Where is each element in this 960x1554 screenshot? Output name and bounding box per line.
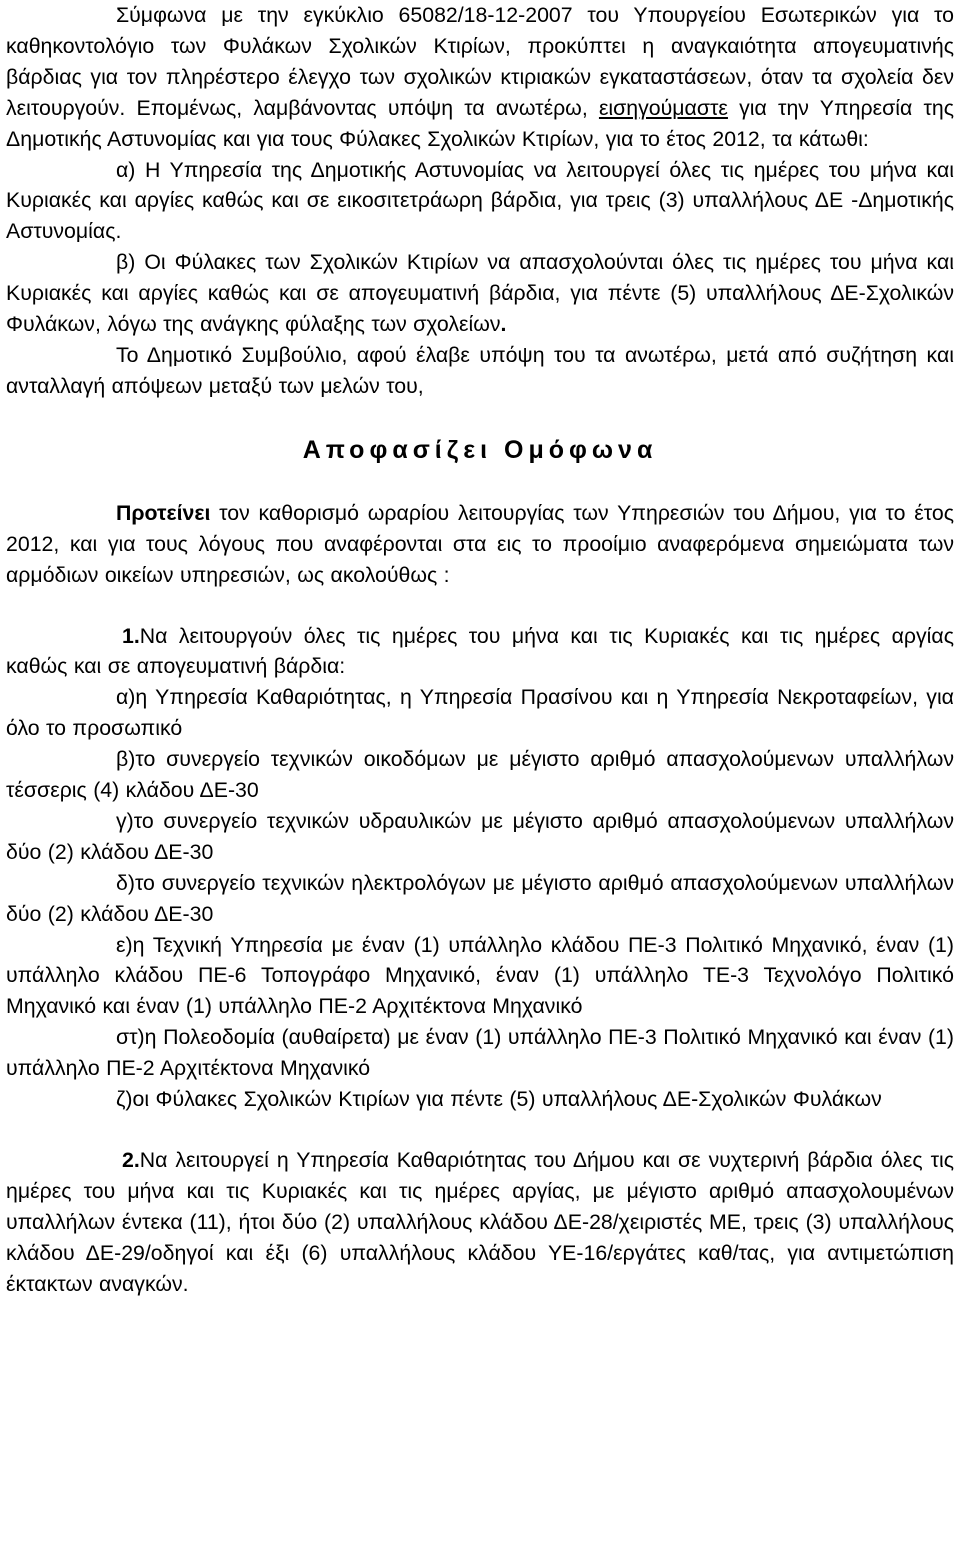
list-item: στ)η Πολεοδομία (αυθαίρετα) με έναν (1) υπάλληλο ΠΕ-3 Πολιτικό Μηχανικό και έναν (1) υπάλληλο ΠΕ-2 Αρχιτέκτονα Μηχανικό bbox=[6, 1025, 954, 1081]
section1-paragraph bbox=[6, 621, 954, 683]
council-text: Το Δημοτικό Συμβούλιο, αφού έλαβε υπόψη του τα ανωτέρω, μετά από συζήτηση και ανταλλαγή απόψεων μεταξύ των μελών του, bbox=[6, 342, 954, 398]
item-a-paragraph bbox=[6, 155, 954, 248]
list-item: ε)η Τεχνική Υπηρεσία με έναν (1) υπάλληλο κλάδου ΠΕ-3 Πολιτικό Μηχανικό, έναν (1) υπάλληλο κλάδου ΠΕ-6 Τοπογράφο Μηχανικό, έναν (1) υπάλληλο ΤΕ-3 Τεχνολόγο Πολιτικό Μηχανικό και έναν (1) υπάλληλο ΠΕ-2 Αρχιτέκτονα Μηχανικό bbox=[6, 932, 954, 1019]
section2-text: Να λειτουργεί η Υπηρεσία Καθαριότητας του Δήμου και σε νυχτερινή βάρδια όλες τις ημέρες του μήνα και τις Κυριακές και τις ημέρες αργίας, με μέγιστο αριθμό απασχολουμένων υπαλλήλων έντεκα (11), ήτοι δύο (2) υπαλλήλους κλάδου ΔΕ-28/χειριστές ΜΕ, τρεις (3) υπαλλήλους κλάδου ΔΕ-29/οδηγοί και έξι (6) υπαλλήλους κλάδου ΥΕ-16/εργάτες καθ/τας, για αντιμετώπιση έκτακτων αναγκών. bbox=[6, 1148, 954, 1296]
item-b-paragraph bbox=[6, 247, 954, 340]
intro-text: Σύμφωνα με την εγκύκλιο 65082/18-12-2007 του Υπουργείου Εσωτερικών για το καθηκοντολόγιο των Φυλάκων Σχολικών Κτιρίων, προκύπτει η αναγκαιότητα απογευματινής βάρδιας για τον πληρέστερο έλεγχο των σχολικών κτιριακών εγκαταστάσεων, όταν τα σχολεία δεν λειτουργούν. bbox=[6, 3, 954, 120]
proposal-text: τον καθορισμό ωραρίου λειτουργίας των Υπηρεσιών του Δήμου, για το έτος 2012, και για τους λόγους που αναφέρονται στα εις το προοίμιο αναφερόμενα σημειώματα των αρμόδιων οικείων υπηρεσιών, ως ακολούθως : bbox=[6, 500, 954, 587]
section2-paragraph bbox=[6, 1145, 954, 1300]
section2-number: 2. bbox=[122, 1148, 140, 1172]
list-item: δ)το συνεργείο τεχνικών ηλεκτρολόγων με μέγιστο αριθμό απασχολούμενων υπαλλήλων δύο (2) κλάδου ΔΕ-30 bbox=[6, 870, 954, 926]
spacer bbox=[6, 591, 954, 621]
section1-number: 1. bbox=[122, 623, 140, 648]
list-item: γ)το συνεργείο τεχνικών υδραυλικών με μέγιστο αριθμό απασχολούμενων υπαλλήλων δύο (2) κλάδου ΔΕ-30 bbox=[6, 808, 954, 864]
item-b-dot: . bbox=[500, 312, 507, 337]
item-b-text: β) Οι Φύλακες των Σχολικών Κτιρίων να απασχολούνται όλες τις ημέρες του μήνα και Κυριακές και αργίες καθώς και σε απογευματινή βάρδια, για πέντε (5) υπαλλήλους ΔΕ-Σχολικών Φυλάκων, λόγω της ανάγκης φύλαξης των σχολείων bbox=[6, 250, 954, 337]
list-item: ζ)οι Φύλακες Σχολικών Κτιρίων για πέντε (5) υπαλλήλους ΔΕ-Σχολικών Φυλάκων bbox=[116, 1087, 882, 1112]
item-a-text: α) Η Υπηρεσία της Δημοτικής Αστυνομίας να λειτουργεί όλες τις ημέρες του μήνα και Κυριακές και αργίες καθώς και σε εικοσιτετράωρη βάρδια, για τρεις (3) υπαλλήλους ΔΕ -Δημοτικής Αστυνομίας. bbox=[6, 157, 954, 244]
section1-text: Να λειτουργούν όλες τις ημέρες του μήνα και τις Κυριακές και τις ημέρες αργίας καθώς και σε απογευματινή βάρδια: bbox=[6, 623, 954, 679]
proposal-bold: Προτείνει bbox=[116, 500, 211, 525]
spacer bbox=[6, 402, 954, 434]
spacer bbox=[6, 1115, 954, 1145]
proposal-paragraph bbox=[6, 498, 954, 591]
list-item: β)το συνεργείο τεχνικών οικοδόμων με μέγιστο αριθμό απασχολούμενων υπαλλήλων τέσσερις (4) κλάδου ΔΕ-30 bbox=[6, 747, 954, 803]
council-paragraph bbox=[6, 340, 954, 402]
list-item: α)η Υπηρεσία Καθαριότητας, η Υπηρεσία Πρασίνου και η Υπηρεσία Νεκροταφείων, για όλο το προσωπικό bbox=[6, 685, 954, 741]
intro-paragraph bbox=[6, 0, 954, 155]
recommend-word: εισηγούμαστε bbox=[598, 95, 728, 120]
intro-therefore-text: Επομένως, λαμβάνοντας υπόψη τα ανωτέρω, bbox=[136, 95, 588, 120]
decision-title: Αποφασίζει Ομόφωνα bbox=[302, 435, 658, 464]
spacer bbox=[6, 466, 954, 498]
intro-therefore-rest: για την Υπηρεσία της Δημοτικής Αστυνομίας και για τους Φύλακες Σχολικών Κτιρίων, για το έτος 2012, τα κάτωθι: bbox=[6, 95, 954, 151]
